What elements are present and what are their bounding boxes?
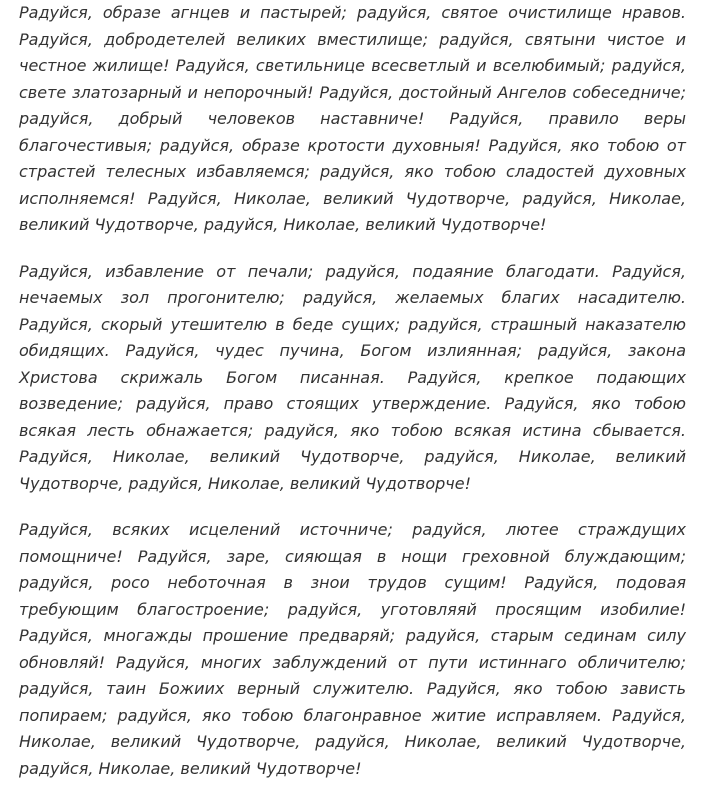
paragraph-1: Радуйся, образе агнцев и пастырей; радуйся, святое очистилище нравов. Радуйся, добродетелей великих вместилище; радуйся, святыни чистое и честное жилище! Радуйся, светильнице всесветлый и вселюбимый; радуйся, свете златозарный и непорочный! Радуйся, достойный Ангелов собеседниче; радуйся, добрый человеков наставниче! Радуйся, правило веры благочестивыя; радуйся, образе кротости духовныя! Радуйся, яко тобою от страстей телесных избавляемся; радуйся, яко тобою сладостей духовных исполняемся! Радуйся, Николае, великий Чудотворче, радуйся, Николае, великий Чудотворче, радуйся, Николае, великий Чудотворче! xyxy=(19,3,686,234)
paragraph-2: Радуйся, избавление от печали; радуйся, подаяние благодати. Радуйся, нечаемых зол прогонителю; радуйся, желаемых благих насадителю. Радуйся, скорый утешителю в беде сущих; радуйся, страшный наказателю обидящих. Радуйся, чудес пучина, Богом излиянная; радуйся, закона Христова скрижаль Богом писанная. Радуйся, крепкое подающих возведение; радуйся, право стоящих утверждение. Радуйся, яко тобою всякая лесть обнажается; радуйся, яко тобою всякая истина сбывается. Радуйся, Николае, великий Чудотворче, радуйся, Николае, великий Чудотворче, радуйся, Николае, великий Чудотворче! xyxy=(19,261,686,493)
document-body xyxy=(19,0,686,782)
paragraph-3: Радуйся, всяких исцелений источниче; радуйся, лютее страждущих помощниче! Радуйся, заре, сияющая в нощи греховной блуждающим; радуйся, росо неботочная в знои трудов сущим! Радуйся, подовая требующим благостроение; радуйся, уготовляяй просящим изобилие! Радуйся, многажды прошение предваряй; радуйся, старым сединам силу обновляй! Радуйся, многих заблуждений от пути истиннаго обличителю; радуйся, таин Божиих верный служителю. Радуйся, яко тобою зависть попираем; радуйся, яко тобою благонравное житие исправляем. Радуйся, Николае, великий Чудотворче, радуйся, Николае, великий Чудотворче, радуйся, Николае, великий Чудотворче! xyxy=(19,520,686,778)
